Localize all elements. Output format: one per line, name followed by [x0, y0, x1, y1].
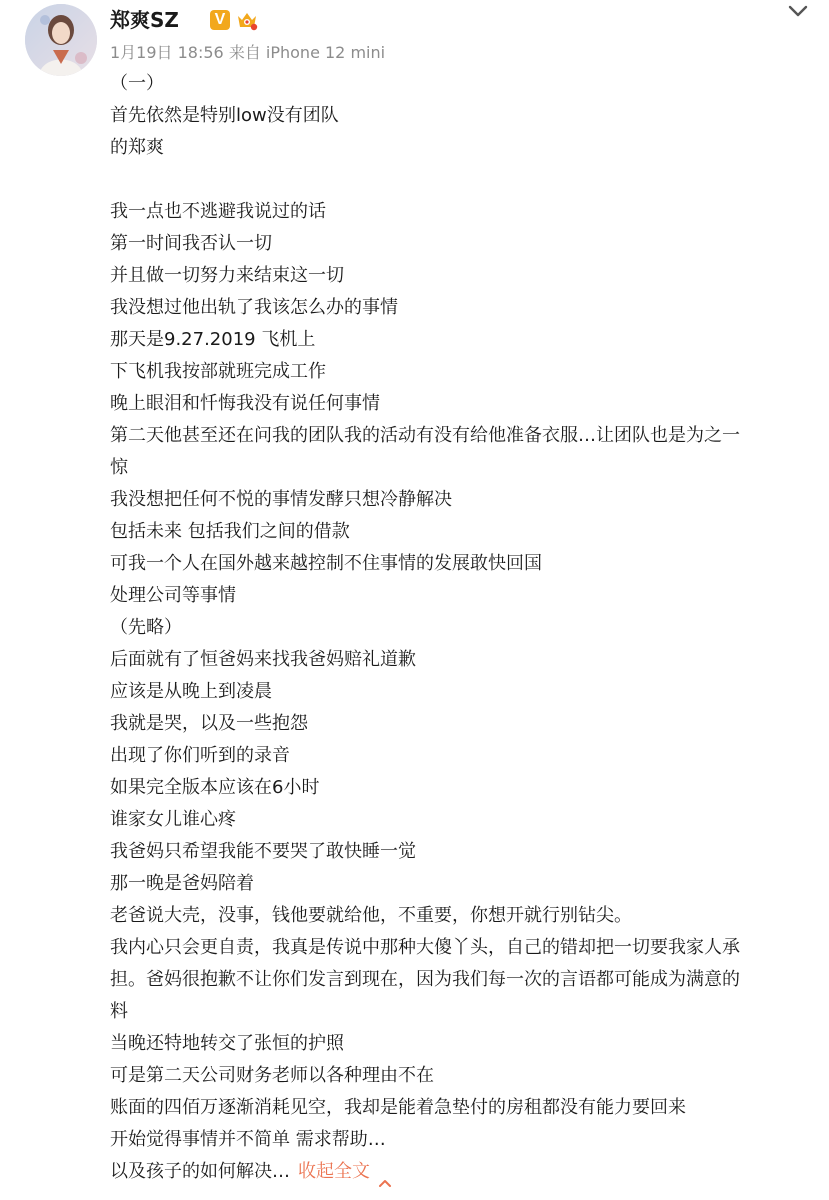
post-line: 担。爸妈很抱歉不让你们发言到现在，因为我们每一次的言语都可能成为满意的	[110, 969, 740, 990]
post-line: 可我一个人在国外越来越控制不住事情的发展敢快回国	[110, 553, 542, 574]
post-line: 包括未来 包括我们之间的借款	[110, 521, 350, 542]
post-line: 我就是哭，以及一些抱怨	[110, 713, 308, 734]
post-line: 我没想把任何不悦的事情发酵只想冷静解决	[110, 489, 452, 510]
post-line: 第二天他甚至还在问我的团队我的活动有没有给他准备衣服…让团队也是为之一	[110, 425, 740, 446]
chevron-down-icon[interactable]	[784, 0, 812, 24]
post-body	[110, 68, 802, 1188]
collapse-full-text-link[interactable]	[298, 1161, 392, 1182]
post-line: 以及孩子的如何解决…	[110, 1161, 290, 1182]
verified-badge-icon: V	[210, 10, 230, 30]
post-line: 那一晚是爸妈陪着	[110, 873, 254, 894]
post-line: 的郑爽	[110, 137, 164, 158]
collapse-label: 收起全文	[298, 1161, 370, 1182]
post-line: 我内心只会更自责，我真是传说中那种大傻丫头，自己的错却把一切要我家人承	[110, 937, 740, 958]
post-line: 我没想过他出轨了我该怎么办的事情	[110, 297, 398, 318]
post-line: 那天是9.27.2019 飞机上	[110, 329, 316, 350]
author-name[interactable]: 郑爽SZ	[110, 8, 179, 32]
post-line: 如果完全版本应该在6小时	[110, 777, 320, 798]
post-line: （一）	[110, 73, 164, 94]
post-line: 处理公司等事情	[110, 585, 236, 606]
post-line: 出现了你们听到的录音	[110, 745, 290, 766]
post-line: 下飞机我按部就班完成工作	[110, 361, 326, 382]
post-line: 首先依然是特别low没有团队	[110, 105, 339, 126]
avatar[interactable]	[25, 4, 97, 76]
post-line: 当晚还特地转交了张恒的护照	[110, 1033, 344, 1054]
post-line: 料	[110, 1001, 128, 1022]
post-line: 老爸说大壳，没事，钱他要就给他，不重要，你想开就行别钻尖。	[110, 905, 632, 926]
post-line: 惊	[110, 457, 128, 478]
crown-icon	[235, 8, 259, 32]
post-line: 账面的四佰万逐渐消耗见空，我却是能着急垫付的房租都没有能力要回来	[110, 1097, 686, 1118]
post-line: 应该是从晚上到凌晨	[110, 681, 272, 702]
post-line: 我爸妈只希望我能不要哭了敢快睡一觉	[110, 841, 416, 862]
post-line: 第一时间我否认一切	[110, 233, 272, 254]
post-line: 我一点也不逃避我说过的话	[110, 201, 326, 222]
chevron-up-icon	[378, 1167, 392, 1177]
avatar-image	[25, 4, 97, 76]
post-meta: 1月19日 18:56 来自 iPhone 12 mini	[110, 43, 386, 62]
post-last-line	[110, 1156, 802, 1188]
post-line: 谁家女儿谁心疼	[110, 809, 236, 830]
post-line: 并且做一切努力来结束这一切	[110, 265, 344, 286]
post-line: 晚上眼泪和忏悔我没有说任何事情	[110, 393, 380, 414]
post-line-blank	[110, 164, 802, 196]
post-line: 后面就有了恒爸妈来找我爸妈赔礼道歉	[110, 649, 416, 670]
post-line: 可是第二天公司财务老师以各种理由不在	[110, 1065, 434, 1086]
post-line: 开始觉得事情并不简单 需求帮助…	[110, 1129, 386, 1150]
post-line: （先略）	[110, 617, 182, 638]
